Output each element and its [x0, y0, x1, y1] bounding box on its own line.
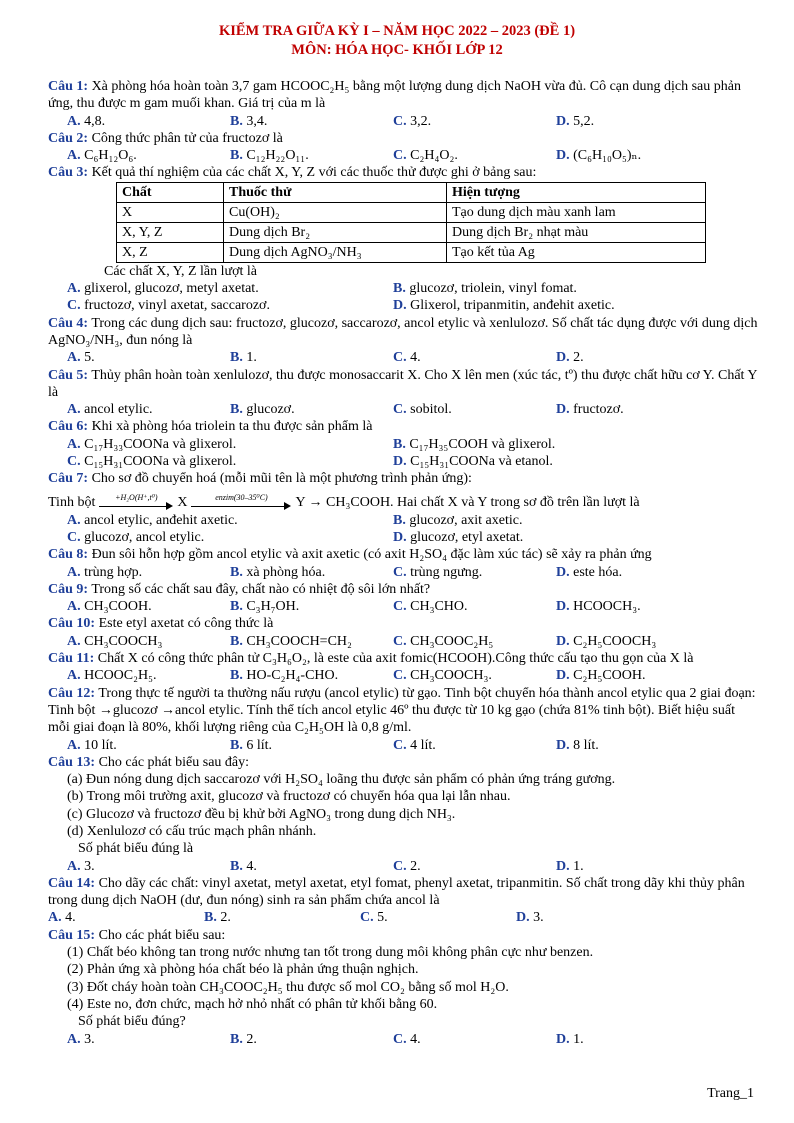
option-a: C₆H₁₂O₆. — [84, 148, 137, 164]
table-row — [117, 242, 706, 262]
option-label-b: B. — [230, 113, 243, 129]
arrow-label: enzim(30–35⁰C) — [215, 492, 268, 502]
options-row — [48, 598, 758, 615]
option-label-a: A. — [67, 858, 81, 874]
option-label-a: A. — [67, 564, 81, 580]
option-c: glucozơ, ancol etylic. — [84, 529, 205, 545]
option-label-c: C. — [393, 858, 407, 874]
option-label-b: B. — [230, 858, 243, 874]
arrow-label: +H₂O(H⁺,t⁰) — [115, 492, 158, 502]
option-label-d: D. — [556, 148, 570, 164]
option-b: 2. — [220, 910, 231, 926]
option-label-c: C. — [393, 350, 407, 366]
question-text: Trong số các chất sau đây, chất nào có nhiệt độ sôi lớn nhất? — [91, 581, 431, 597]
option-label-b: B. — [230, 633, 243, 649]
page-number: Trang_1 — [707, 1086, 754, 1101]
option-b: 2. — [246, 1031, 257, 1047]
option-b: glucozơ. — [246, 402, 295, 418]
option-a: trùng hợp. — [84, 564, 143, 580]
option-c: C₁₅H₃₁COONa và glixerol. — [84, 454, 237, 470]
question-number: Câu 14: — [48, 875, 96, 891]
option-d: C₂H₅COOH. — [573, 668, 646, 684]
question-number: Câu 8: — [48, 547, 89, 563]
options-row — [48, 909, 758, 926]
options-row — [48, 564, 758, 581]
option-a: 4. — [65, 910, 76, 926]
options-row — [48, 436, 758, 453]
option-b: C₁₂H₂₂O₁₁. — [246, 148, 309, 164]
option-label-a: A. — [67, 599, 81, 615]
scheme-start: Tinh bột — [48, 495, 96, 511]
statement: (d) Xenlulozơ có cấu trúc mạch phân nhánh. — [67, 823, 317, 839]
question-text: Đun sôi hỗn hợp gồm ancol etylic và axit axetic (có axit H₂SO₄ đặc làm xúc tác) sẽ xảy ra phản ứng — [91, 547, 652, 563]
option-label-c: C. — [360, 910, 374, 926]
options-row — [48, 529, 758, 546]
question-text: Kết quả thí nghiệm của các chất X, Y, Z với các thuốc thử được ghi ở bảng sau: — [91, 165, 537, 181]
option-label-c: C. — [393, 402, 407, 418]
question-2 — [48, 130, 758, 147]
option-b: HO-C₂H₄-CHO. — [246, 668, 339, 684]
option-c: 4 lít. — [410, 737, 436, 753]
exam-content — [48, 78, 758, 1048]
option-label-b: B. — [230, 350, 243, 366]
option-c: trùng ngưng. — [410, 564, 483, 580]
option-label-b: B. — [204, 910, 217, 926]
options-row — [48, 858, 758, 875]
options-row — [48, 401, 758, 418]
statement: (2) Phản ứng xà phòng hóa chất béo là phản ứng thuận nghịch. — [67, 962, 419, 978]
option-c: 5. — [377, 910, 388, 926]
option-a: 3. — [84, 858, 95, 874]
table-cell: Tạo dung dịch màu xanh lam — [447, 202, 706, 222]
option-label-d: D. — [393, 454, 407, 470]
option-label-c: C. — [393, 737, 407, 753]
statement: (4) Este no, đơn chức, mạch hở nhỏ nhất có phân tử khối bằng 60. — [67, 996, 438, 1012]
table-header: Hiện tượng — [447, 182, 706, 202]
question-number: Câu 11: — [48, 651, 95, 667]
option-label-a: A. — [67, 148, 81, 164]
option-c: fructozơ, vinyl axetat, saccarozơ. — [84, 298, 270, 314]
option-label-a: A. — [67, 668, 81, 684]
option-label-d: D. — [556, 1031, 570, 1047]
table-cell: Tạo kết tủa Ag — [447, 242, 706, 262]
option-b: CH₃COOCH=CH₂ — [246, 633, 352, 649]
options-row — [48, 512, 758, 529]
table-cell: X — [117, 202, 224, 222]
option-a: 10 lít. — [84, 737, 117, 753]
option-label-c: C. — [393, 113, 407, 129]
option-d: 1. — [573, 858, 584, 874]
question-4 — [48, 315, 758, 350]
options-row — [48, 453, 758, 470]
option-label-c: C. — [67, 298, 81, 314]
table-cell: Dung dịch AgNO₃/NH₃ — [224, 242, 447, 262]
option-c: 2. — [410, 858, 421, 874]
results-table — [116, 182, 706, 263]
option-a: C₁₇H₃₃COONa và glixerol. — [84, 436, 237, 452]
option-c: CH₃COOC₂H₅ — [410, 633, 494, 649]
option-d: 3. — [533, 910, 544, 926]
option-d: Glixerol, tripanmitin, anđehit axetic. — [410, 298, 615, 314]
option-a: ancol etylic, anđehit axetic. — [84, 512, 238, 528]
question-number: Câu 6: — [48, 419, 89, 435]
question-number: Câu 5: — [48, 367, 89, 383]
question-text: Cho sơ đồ chuyển hoá (mỗi mũi tên là một phương trình phản ứng): — [91, 471, 472, 487]
question-text: Chất X có công thức phân tử C₃H₆O₂, là este của axit fomic(HCOOH).Công thức cấu tạo thu gọn của X là — [97, 651, 694, 667]
option-label-c: C. — [393, 148, 407, 164]
option-a: glixerol, glucozơ, metyl axetat. — [84, 281, 259, 297]
option-label-a: A. — [67, 281, 81, 297]
option-label-d: D. — [556, 564, 570, 580]
question-9 — [48, 581, 758, 598]
question-number: Câu 12: — [48, 685, 96, 701]
question-number: Câu 7: — [48, 471, 89, 487]
option-label-d: D. — [556, 633, 570, 649]
option-label-c: C. — [393, 633, 407, 649]
options-row — [48, 113, 758, 130]
question-text: Xà phòng hóa hoàn toàn 3,7 gam HCOOC₂H₅ bằng một lượng dung dịch NaOH vừa đủ. Cô cạn dung dịch sau phản ứng, thu được m gam muối khan. Giá trị của m là — [48, 79, 741, 112]
option-b: 1. — [246, 350, 257, 366]
option-label-d: D. — [393, 529, 407, 545]
option-b: 4. — [246, 858, 257, 874]
option-b: 6 lít. — [246, 737, 273, 753]
option-d: 8 lít. — [573, 737, 599, 753]
option-label-d: D. — [556, 668, 570, 684]
option-label-c: C. — [393, 1031, 407, 1047]
question-12 — [48, 685, 758, 737]
options-row — [48, 667, 758, 684]
option-label-b: B. — [393, 281, 406, 297]
question-number: Câu 15: — [48, 927, 96, 943]
question-1 — [48, 78, 758, 113]
option-d: 5,2. — [573, 113, 595, 129]
question-14 — [48, 875, 758, 910]
options-row — [48, 297, 758, 314]
question-number: Câu 1: — [48, 79, 89, 94]
question-6 — [48, 418, 758, 435]
option-d: C₁₅H₃₁COONa và etanol. — [410, 454, 553, 470]
option-d: glucozơ, etyl axetat. — [410, 529, 524, 545]
option-b: C₁₇H₃₅COOH và glixerol. — [409, 436, 556, 452]
table-cell: Cu(OH)₂ — [224, 202, 447, 222]
table-header: Chất — [117, 182, 224, 202]
table-cell: Dung dịch Br₂ — [224, 222, 447, 242]
option-label-a: A. — [67, 737, 81, 753]
reaction-arrow-icon — [99, 492, 173, 512]
option-label-b: B. — [230, 148, 243, 164]
option-label-b: B. — [230, 402, 243, 418]
option-label-b: B. — [230, 564, 243, 580]
question-3 — [48, 164, 758, 181]
table-row — [117, 202, 706, 222]
option-label-c: C. — [67, 529, 81, 545]
question-11 — [48, 650, 758, 667]
exam-subtitle: MÔN: HÓA HỌC- KHỐI LỚP 12 — [291, 42, 503, 58]
question-text: Công thức phân tử của fructozơ là — [91, 130, 283, 146]
question-text: Cho các phát biểu sau: — [98, 927, 226, 943]
option-c: 3,2. — [410, 113, 432, 129]
option-label-a: A. — [67, 633, 81, 649]
options-row — [48, 349, 758, 366]
option-d: HCOOCH₃. — [573, 599, 641, 615]
option-label-a: A. — [67, 402, 81, 418]
option-c: C₂H₄O₂. — [410, 148, 458, 164]
option-label-a: A. — [67, 113, 81, 129]
statement: (c) Glucozơ và fructozơ đều bị khử bởi AgNO₃ trong dung dịch NH₃. — [67, 806, 456, 822]
reaction-arrow-icon — [191, 492, 291, 512]
option-a: CH₃COOCH₃ — [84, 633, 163, 649]
question-text: Trong các dung dịch sau: fructozơ, glucozơ, saccarozơ, ancol etylic và xenlulozơ. Số chất tác dụng được với dung dịch AgNO₃/NH₃, đun nóng là — [48, 315, 758, 348]
question-text: Khi xà phòng hóa triolein ta thu được sản phẩm là — [91, 419, 373, 435]
question-number: Câu 3: — [48, 165, 89, 181]
option-label-d: D. — [556, 350, 570, 366]
question-10 — [48, 615, 758, 632]
question-number: Câu 2: — [48, 130, 89, 146]
option-label-a: A. — [67, 512, 81, 528]
question-text: Cho các phát biểu sau đây: — [98, 754, 250, 770]
option-label-b: B. — [230, 737, 243, 753]
question-5 — [48, 367, 758, 402]
table-header-row — [117, 182, 706, 202]
question-number: Câu 9: — [48, 581, 89, 597]
question-prompt: Số phát biểu đúng? — [78, 1014, 186, 1030]
options-row — [48, 737, 758, 754]
table-header: Thuốc thử — [224, 182, 447, 202]
option-b: glucozơ, axit axetic. — [409, 512, 523, 528]
question-prompt: Các chất X, Y, Z lần lượt là — [104, 263, 258, 279]
question-text: Cho dãy các chất: vinyl axetat, metyl axetat, etyl fomat, phenyl axetat, tripanmitin. Số chất trong dãy khi thủy phân trong dung dịch NaOH (dư, đun nóng) sinh ra sản phẩm chứa ancol là — [48, 875, 745, 909]
option-label-b: B. — [230, 668, 243, 684]
table-row — [117, 222, 706, 242]
question-8 — [48, 546, 758, 563]
scheme-mid: X — [177, 495, 188, 511]
exam-title: KIỂM TRA GIỮA KỲ I – NĂM HỌC 2022 – 2023 (ĐỀ 1) — [218, 23, 576, 39]
option-b: C₃H₇OH. — [246, 599, 300, 615]
option-c: 4. — [410, 350, 421, 366]
option-label-a: A. — [48, 910, 62, 926]
table-cell: X, Y, Z — [117, 222, 224, 242]
option-d: este hóa. — [573, 564, 623, 580]
option-label-c: C. — [67, 454, 81, 470]
question-13 — [48, 754, 758, 771]
option-a: 5. — [84, 350, 95, 366]
scheme-end: Y → CH₃COOH. Hai chất X và Y trong sơ đồ trên lần lượt là — [295, 495, 640, 511]
option-label-b: B. — [393, 512, 406, 528]
question-text: Este etyl axetat có công thức là — [98, 616, 274, 632]
option-b: glucozơ, triolein, vinyl fomat. — [409, 281, 577, 297]
question-text: Thủy phân hoàn toàn xenlulozơ, thu được monosaccarit X. Cho X lên men (xúc tác, tº) thu được chất hữu cơ Y. Chất Y là — [48, 367, 758, 400]
option-c: CH₃CHO. — [410, 599, 468, 615]
option-label-a: A. — [67, 1031, 81, 1047]
options-row — [48, 147, 758, 164]
option-d: 1. — [573, 1031, 584, 1047]
option-label-b: B. — [230, 599, 243, 615]
option-label-b: B. — [230, 1031, 243, 1047]
option-label-b: B. — [393, 436, 406, 452]
option-a: HCOOC₂H₅. — [84, 668, 157, 684]
statement: (3) Đốt cháy hoàn toàn CH₃COOC₂H₅ thu được số mol CO₂ bằng số mol H₂O. — [67, 979, 509, 995]
option-label-d: D. — [516, 910, 530, 926]
question-number: Câu 4: — [48, 315, 89, 331]
question-number: Câu 13: — [48, 754, 96, 770]
option-label-a: A. — [67, 350, 81, 366]
option-label-c: C. — [393, 668, 407, 684]
option-label-c: C. — [393, 564, 407, 580]
statement: (a) Đun nóng dung dịch saccarozơ với H₂SO₄ loãng thu được sản phẩm có phản ứng tráng gương. — [67, 772, 616, 788]
option-label-d: D. — [556, 737, 570, 753]
option-d: C₂H₅COOCH₃ — [573, 633, 657, 649]
option-a: ancol etylic. — [84, 402, 153, 418]
option-c: CH₃COOCH₃. — [410, 668, 492, 684]
option-b: 3,4. — [246, 113, 268, 129]
option-label-d: D. — [556, 858, 570, 874]
option-d: fructozơ. — [573, 402, 624, 418]
option-label-d: D. — [393, 298, 407, 314]
option-label-d: D. — [556, 402, 570, 418]
question-number: Câu 10: — [48, 616, 96, 632]
option-label-a: A. — [67, 436, 81, 452]
options-row — [48, 280, 758, 297]
question-prompt: Số phát biểu đúng là — [78, 841, 194, 857]
options-row — [48, 633, 758, 650]
option-a: 3. — [84, 1031, 95, 1047]
option-d: 2. — [573, 350, 584, 366]
option-label-d: D. — [556, 113, 570, 129]
option-label-c: C. — [393, 599, 407, 615]
table-cell: X, Z — [117, 242, 224, 262]
question-7 — [48, 470, 758, 487]
conversion-scheme — [48, 488, 758, 512]
table-cell: Dung dịch Br₂ nhạt màu — [447, 222, 706, 242]
option-b: xà phòng hóa. — [246, 564, 326, 580]
statement: (1) Chất béo không tan trong nước nhưng tan tốt trong dung môi không phân cực như benzen. — [67, 945, 594, 961]
option-c: sobitol. — [410, 402, 452, 418]
statement: (b) Trong môi trường axit, glucozơ và fructozơ có chuyển hóa qua lại lẫn nhau. — [67, 789, 511, 805]
question-15 — [48, 927, 758, 944]
option-c: 4. — [410, 1031, 421, 1047]
option-a: 4,8. — [84, 113, 106, 129]
option-d: (C₆H₁₀O₅)ₙ. — [573, 148, 642, 164]
options-row — [48, 1031, 758, 1048]
option-label-d: D. — [556, 599, 570, 615]
question-text: Trong thực tế người ta thường nấu rượu (ancol etylic) từ gạo. Tinh bột chuyển hóa thành ancol etylic qua 2 giai đoạn: Tinh bột →glucozơ →ancol etylic. Tính thể tích ancol etylic 46º thu được từ 10 kg gạo (chứa 81% tinh bột). Biết hiệu suất mỗi giai đoạn là 80%, khối lượng riêng của C₂H₅OH là 0,8 g/ml. — [48, 685, 756, 736]
option-a: CH₃COOH. — [84, 599, 152, 615]
